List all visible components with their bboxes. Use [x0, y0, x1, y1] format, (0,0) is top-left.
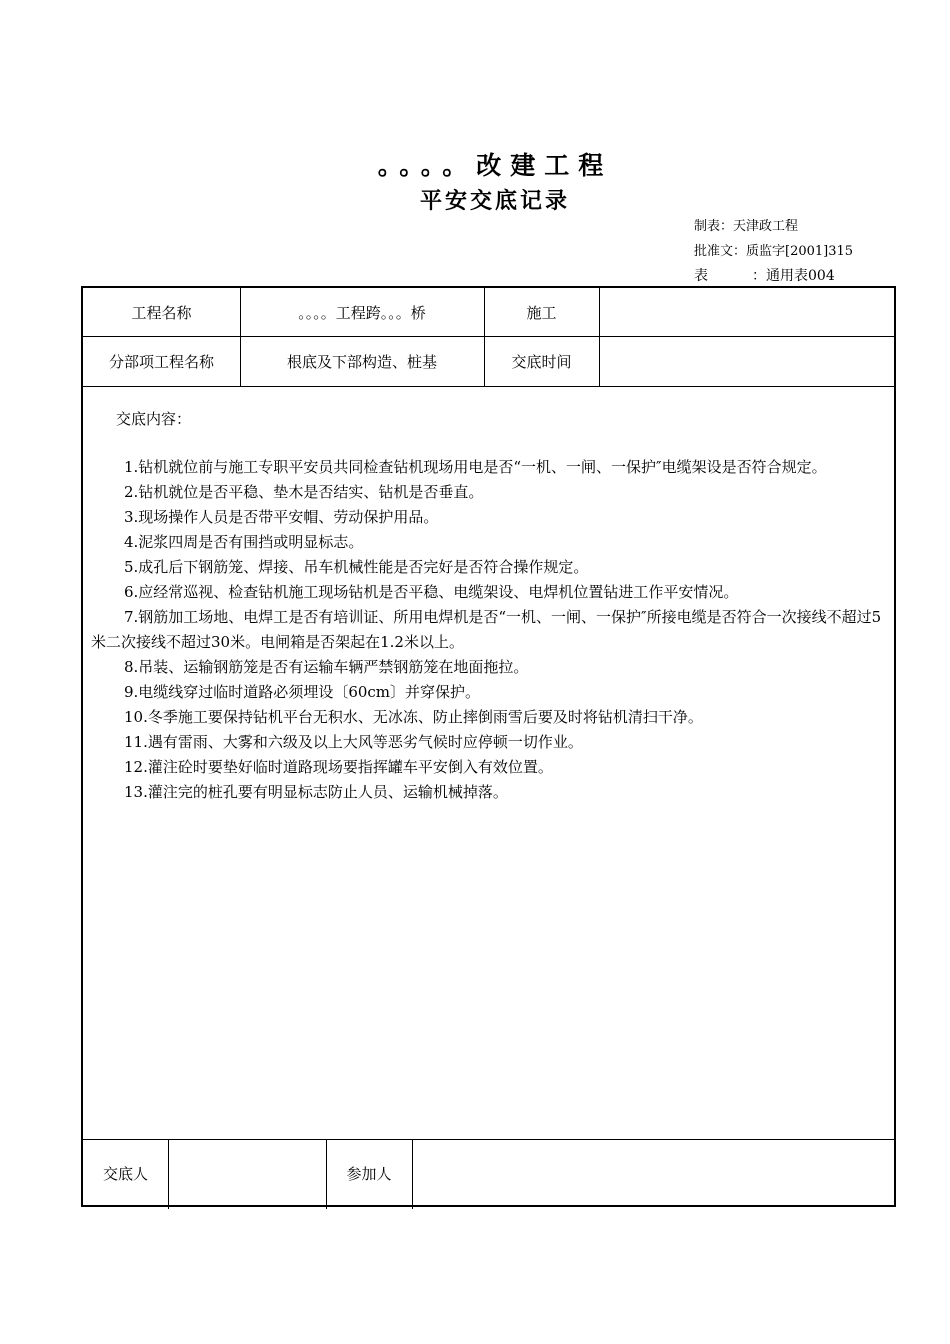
list-item: 8.吊装、运输钢筋笼是否有运输车辆严禁钢筋笼在地面拖拉。	[124, 658, 529, 676]
list-item: 3.现场操作人员是否带平安帽、劳动保护用品。	[124, 508, 439, 526]
list-item: 10.冬季施工要保持钻机平台无积水、无冰冻、防止摔倒雨雪后要及时将钻机清扫干净。	[124, 708, 703, 726]
list-item: 5.成孔后下钢筋笼、焊接、吊车机械性能是否完好是否符合操作规定。	[124, 558, 589, 576]
list-item: 6.应经常巡视、检查钻机施工现场钻机是否平稳、电缆架设、电焊机位置钻进工作平安情况。	[124, 583, 739, 601]
list-item: 2.钻机就位是否平稳、垫木是否结实、钻机是否垂直。	[124, 483, 484, 501]
list-item: 13.灌注完的桩孔要有明显标志防止人员、运输机械掉落。	[124, 783, 508, 801]
disclosure-content-label: 交底内容：	[116, 410, 192, 428]
construction-label: 施工	[526, 303, 557, 322]
form-number-note	[694, 265, 835, 285]
list-item: 12.灌注砼时要垫好临时道路现场要指挥罐车平安倒入有效位置。	[124, 758, 553, 776]
document-title: 。。。。改建工程	[377, 151, 613, 180]
project-name-label: 工程名称	[131, 303, 192, 322]
project-name-value: 。。。。工程跨。。。桥	[298, 303, 426, 322]
subproject-name-label: 分部项工程名称	[108, 352, 214, 371]
list-item: 9.电缆线穿过临时道路必须埋设〔60cm〕并穿保护。	[124, 683, 481, 701]
discloser-value	[168, 1139, 326, 1207]
disclosure-items-list	[91, 455, 891, 805]
form-maker-note: 制表：天津政工程	[694, 219, 799, 234]
participants-value	[412, 1139, 894, 1207]
list-item: 11.遇有雷雨、大雾和六级及以上大风等恶劣气候时应停顿一切作业。	[124, 733, 583, 751]
approval-document-note: 批准文：质监字[2001]315	[694, 244, 854, 259]
row-divider-2	[83, 386, 894, 387]
discloser-label: 交底人	[102, 1164, 148, 1183]
disclosure-time-value	[599, 336, 894, 386]
document-subtitle: 平安交底记录	[419, 189, 570, 214]
disclosure-time-label: 交底时间	[511, 352, 572, 371]
list-item: 4.泥浆四周是否有围挡或明显标志。	[124, 533, 364, 551]
list-item: 1.钻机就位前与施工专职平安员共同检查钻机现场用电是否“一机、一闸、一保护″电缆架设是否符合规定。	[124, 458, 827, 476]
list-item: 7.钢筋加工场地、电焊工是否有培训证、所用电焊机是否“一机、一闸、一保护″所接电缆是否符合一次接线不超过5米二次接线不超过30米。电闸箱是否架起在1.2米以上。	[91, 608, 882, 651]
construction-value	[599, 288, 894, 336]
form-number-value: ：通用表004	[752, 268, 835, 284]
disclosure-record-table	[81, 286, 896, 1207]
subproject-name-value: 根底及下部构造、桩基	[286, 352, 437, 371]
participants-label: 参加人	[346, 1164, 392, 1183]
form-number-key: 表	[694, 268, 708, 284]
